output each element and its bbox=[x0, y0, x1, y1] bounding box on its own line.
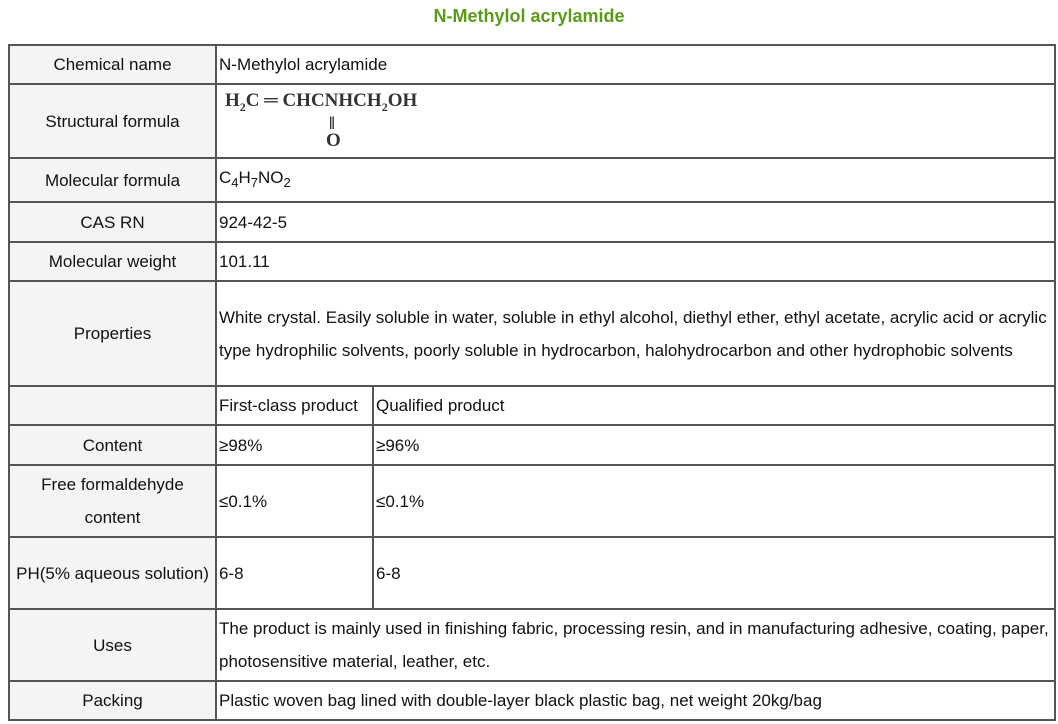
formula-text: C ═ CHCNHCH bbox=[245, 90, 382, 111]
row-value: 101.11 bbox=[216, 242, 1055, 281]
row-label: Content bbox=[9, 425, 216, 465]
grade-header-first: First-class product bbox=[216, 386, 373, 425]
row-label: Chemical name bbox=[9, 45, 216, 84]
table-row bbox=[9, 537, 1055, 609]
qualified-value: ≥96% bbox=[373, 425, 1055, 465]
row-value: N-Methylol acrylamide bbox=[216, 45, 1055, 84]
spec-table bbox=[8, 44, 1056, 721]
table-row bbox=[9, 609, 1055, 681]
mf-sub: 7 bbox=[250, 175, 259, 190]
table-row bbox=[9, 84, 1055, 158]
table-row bbox=[9, 465, 1055, 537]
mf-part: H bbox=[238, 168, 251, 187]
row-value: 924-42-5 bbox=[216, 202, 1055, 242]
table-row bbox=[9, 425, 1055, 465]
row-label: Packing bbox=[9, 681, 216, 720]
oxygen-atom: O bbox=[326, 130, 341, 151]
qualified-value: ≤0.1% bbox=[373, 465, 1055, 537]
row-label: CAS RN bbox=[9, 202, 216, 242]
table-row bbox=[9, 386, 1055, 425]
table-row bbox=[9, 45, 1055, 84]
formula-sub: 2 bbox=[239, 99, 246, 114]
row-label: Free formaldehyde content bbox=[9, 465, 216, 537]
formula-sub: 2 bbox=[381, 99, 388, 114]
table-row bbox=[9, 681, 1055, 720]
table-row bbox=[9, 158, 1055, 202]
first-value: ≥98% bbox=[216, 425, 373, 465]
mf-sub: 4 bbox=[231, 175, 239, 190]
grade-header-qualified: Qualified product bbox=[373, 386, 1055, 425]
mf-part: C bbox=[219, 168, 232, 187]
qualified-value: 6-8 bbox=[373, 537, 1055, 609]
formula-text: OH bbox=[387, 90, 418, 111]
structural-formula bbox=[216, 84, 1055, 158]
mf-part: NO bbox=[258, 168, 284, 187]
row-label: Structural formula bbox=[9, 84, 216, 158]
molecular-formula bbox=[216, 158, 1055, 202]
row-value: The product is mainly used in finishing fabric, processing resin, and in manufacturing adhesive, coating, paper, photosensitive material, leather, etc. bbox=[216, 609, 1055, 681]
page-title: N-Methylol acrylamide bbox=[433, 6, 625, 26]
row-label bbox=[9, 386, 216, 425]
first-value: 6-8 bbox=[216, 537, 373, 609]
table-row bbox=[9, 281, 1055, 386]
formula-text: H bbox=[225, 90, 240, 111]
double-bond: ‖ bbox=[329, 113, 335, 133]
row-label: Molecular weight bbox=[9, 242, 216, 281]
row-label: Properties bbox=[9, 281, 216, 386]
first-value: ≤0.1% bbox=[216, 465, 373, 537]
row-label: Uses bbox=[9, 609, 216, 681]
row-value: White crystal. Easily soluble in water, soluble in ethyl alcohol, diethyl ether, ethyl acetate, acrylic acid or acrylic type hydrophilic solvents, poorly soluble in hydrocarbon, halohydrocarbon and other hydrophobic solvents bbox=[216, 281, 1055, 386]
row-value: Plastic woven bag lined with double-layer black plastic bag, net weight 20kg/bag bbox=[216, 681, 1055, 720]
table-row bbox=[9, 202, 1055, 242]
table-row bbox=[9, 242, 1055, 281]
row-label: Molecular formula bbox=[9, 158, 216, 202]
row-label: PH(5% aqueous solution) bbox=[9, 537, 216, 609]
mf-sub: 2 bbox=[283, 175, 291, 190]
